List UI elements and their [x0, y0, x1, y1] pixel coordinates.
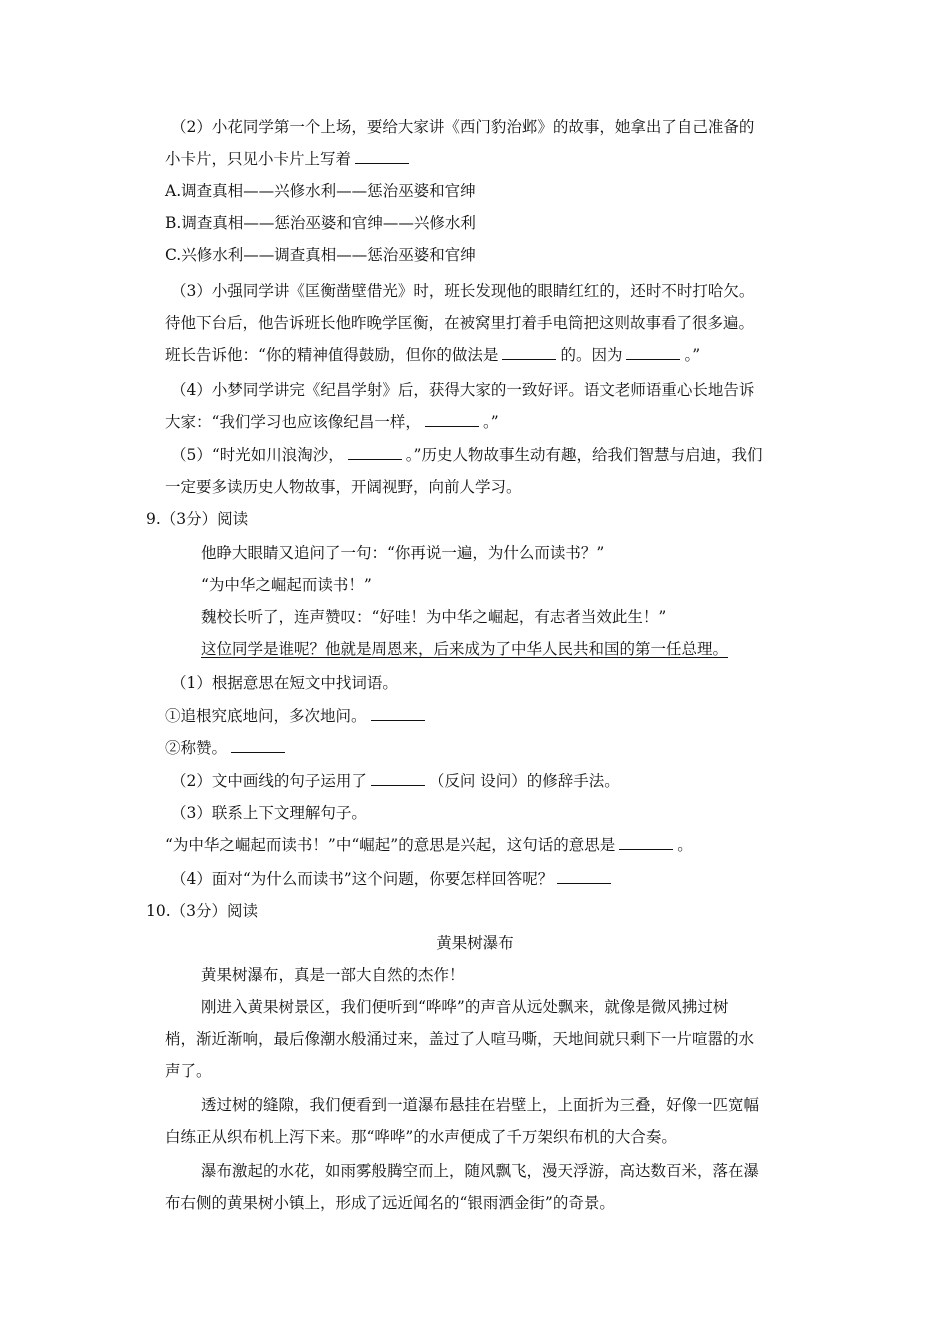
q8-part3-text-b: 的。因为 — [560, 346, 623, 364]
q8-part4-text-a: 大家：“我们学习也应该像纪昌一样， — [165, 413, 421, 431]
q9-sub1b — [165, 738, 289, 758]
q9-underlined-sentence: 这位同学是谁呢？他就是周恩来，后来成为了中华人民共和国的第一任总理。 — [201, 640, 729, 658]
q8-part3-line3 — [165, 345, 700, 365]
q8-part3-line2: 待他下台后，他告诉班长他昨晚学匡衡，在被窝里打着手电筒把这则故事看了很多遍。 — [165, 314, 755, 332]
q9-text-line2: “为中华之崛起而读书！” — [201, 576, 372, 594]
q9-sub2-text-a: （2）文中画线的句子运用了 — [171, 772, 367, 790]
q10-para2-line2: 梢，渐近渐响，最后像潮水般涌过来，盖过了人喧马嘶，天地间就只剩下一片喧嚣的水 — [165, 1030, 755, 1048]
q8-part4-line1: （4）小梦同学讲完《纪昌学射》后，获得大家的一致好评。语文老师语重心长地告诉 — [171, 381, 755, 399]
q8-part2-line2 — [165, 149, 413, 169]
answer-blank[interactable] — [355, 149, 409, 164]
q9-sub1: （1）根据意思在短文中找词语。 — [171, 674, 398, 692]
answer-blank[interactable] — [502, 345, 556, 360]
q9-text-line3: 魏校长听了，连声赞叹：“好哇！为中华之崛起，有志者当效此生！” — [201, 608, 667, 626]
q10-passage-title: 黄果树瀑布 — [436, 934, 514, 952]
q8-part5-text-b: 。”历史人物故事生动有趣，给我们智慧与启迪，我们 — [405, 446, 763, 464]
answer-blank[interactable] — [557, 869, 611, 884]
q9-sub3-text-b: 。 — [677, 836, 693, 854]
q10-para1: 黄果树瀑布，真是一部大自然的杰作！ — [201, 966, 465, 984]
q9-sub2-text-b: （反问 设问）的修辞手法。 — [428, 772, 620, 790]
q8-part4-text-b: 。” — [482, 413, 499, 431]
q9-sub3-text-a: “为中华之崛起而读书！”中“崛起”的意思是兴起，这句话的意思是 — [165, 836, 616, 854]
answer-blank[interactable] — [231, 738, 285, 753]
q9-sub1b-text: ②称赞。 — [165, 739, 228, 757]
q8-part4-line2 — [165, 412, 499, 432]
q9-sub4 — [171, 869, 615, 889]
q8-option-a: A.调查真相——兴修水利——惩治巫婆和官绅 — [165, 182, 476, 200]
q9-sub3-line — [165, 835, 693, 855]
q10-para4-line1: 瀑布激起的水花，如雨雾般腾空而上，随风飘飞，漫天浮游，高达数百米，落在瀑 — [201, 1162, 760, 1180]
q10-para3-line2: 白练正从织布机上泻下来。那“哗哗”的水声便成了千万架织布机的大合奏。 — [165, 1128, 677, 1146]
q8-part5-text-a: （5）“时光如川浪淘沙， — [171, 446, 344, 464]
answer-blank[interactable] — [371, 706, 425, 721]
answer-blank[interactable] — [619, 835, 673, 850]
q8-part5-line2: 一定要多读历史人物故事，开阔视野，向前人学习。 — [165, 478, 522, 496]
q8-part3-text-c: 。” — [684, 346, 701, 364]
q9-text-line1: 他睁大眼睛又追问了一句：“你再说一遍，为什么而读书？” — [201, 544, 605, 562]
q10-para4-line2: 布右侧的黄果树小镇上，形成了远近闻名的“银雨洒金街”的奇景。 — [165, 1194, 615, 1212]
q9-sub1a-text: ①追根究底地问，多次地问。 — [165, 707, 367, 725]
q9-sub3: （3）联系上下文理解句子。 — [171, 804, 367, 822]
q9-sub4-text: （4）面对“为什么而读书”这个问题，你要怎样回答呢？ — [171, 870, 554, 888]
q8-part2-line1: （2）小花同学第一个上场，要给大家讲《西门豹治邺》的故事，她拿出了自己准备的 — [171, 118, 755, 136]
q10-para2-line1: 刚进入黄果树景区，我们便听到“哗哗”的声音从远处飘来，就像是微风拂过树 — [201, 998, 729, 1016]
q8-part2-text: 小卡片，只见小卡片上写着 — [165, 150, 352, 168]
q9-sub2 — [171, 771, 620, 791]
q8-option-b: B.调查真相——惩治巫婆和官绅——兴修水利 — [165, 214, 476, 232]
q8-part3-text-a: 班长告诉他：“你的精神值得鼓励，但你的做法是 — [165, 346, 499, 364]
q10-heading: 10.（3分）阅读 — [146, 902, 259, 920]
q9-sub1a — [165, 706, 429, 726]
q9-heading: 9.（3分）阅读 — [146, 510, 249, 528]
q10-para2-line3: 声了。 — [165, 1062, 212, 1080]
q8-part3-line1: （3）小强同学讲《匡衡凿壁借光》时，班长发现他的眼睛红红的，还时不时打哈欠。 — [171, 282, 755, 300]
q8-option-c: C.兴修水利——调查真相——惩治巫婆和官绅 — [165, 246, 476, 264]
answer-blank[interactable] — [425, 412, 479, 427]
q10-para3-line1: 透过树的缝隙，我们便看到一道瀑布悬挂在岩壁上，上面折为三叠，好像一匹宽幅 — [201, 1096, 760, 1114]
q8-part5-line1 — [171, 445, 762, 465]
answer-blank[interactable] — [348, 445, 402, 460]
answer-blank[interactable] — [626, 345, 680, 360]
answer-blank[interactable] — [371, 771, 425, 786]
